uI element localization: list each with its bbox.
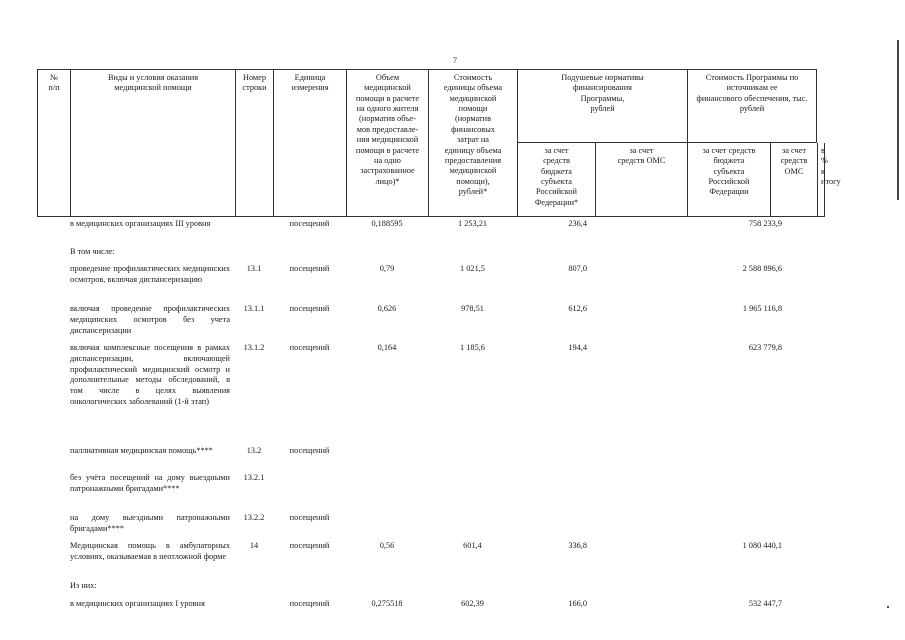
header-volume: Объем медицинской помощи в расчете на одного жителя (норматив объе- мов предоставле- ния медицинской помощи в расчете на одно застрахованное лицо)* — [346, 69, 428, 217]
row-unit: посещений — [289, 446, 330, 455]
row-unit-cost: 1 185,6 — [460, 343, 485, 352]
row-volume: 0,79 — [379, 264, 395, 273]
row-per-capita-oms: 807,0 — [568, 264, 587, 273]
row-cost-oms: 532 447,7 — [748, 599, 782, 608]
row-cost-oms: 2 588 896,6 — [742, 264, 782, 273]
row-volume: 0,164 — [377, 343, 397, 352]
row-volume: 0,188595 — [371, 219, 403, 228]
header-unit: Единица измерения — [273, 69, 346, 217]
row-per-capita-oms: 194,4 — [568, 343, 587, 352]
row-name: включая проведение профилактических медицинских осмотров без учета диспансеризации — [70, 304, 230, 335]
row-name: в медицинских организациях I уровня — [70, 599, 205, 608]
row-cost-oms: 758 233,9 — [748, 219, 782, 228]
row-unit: посещений — [289, 513, 330, 522]
row-unit-cost: 601,4 — [463, 541, 482, 550]
row-name: включая комплексные посещения в рамках диспансеризации, включающей профилактический медицинский осмотр и дополнительные методы обследований, в том числе в целях выявления онкологических заболеваний (1-й этап) — [70, 343, 230, 406]
header-cost-share: в % к итогу — [817, 143, 825, 217]
row-name: паллиативная медицинская помощь**** — [70, 446, 213, 455]
row-cost-oms: 1 080 440,1 — [742, 541, 782, 550]
table-header — [37, 69, 887, 217]
row-unit: посещений — [289, 219, 330, 228]
row-unit-cost: 1 021,5 — [460, 264, 485, 273]
row-unit: посещений — [289, 304, 330, 313]
row-unit: посещений — [289, 264, 330, 273]
row-per-capita-oms: 166,0 — [568, 599, 587, 608]
header-cost-budget: за счет средств бюджета субъекта Российской Федерации — [687, 143, 770, 217]
row-code: 14 — [249, 541, 259, 550]
row-name: проведение профилактических медицинских осмотров, включая диспансеризацию — [70, 264, 230, 284]
row-name: без учёта посещений на дому выездными патронажными бригадами**** — [70, 473, 230, 493]
header-line-code: Номер строки — [235, 69, 273, 217]
row-unit: посещений — [289, 599, 330, 608]
row-unit-cost: 1 253,21 — [457, 219, 488, 228]
row-unit-cost: 602,39 — [461, 599, 484, 608]
row-code: 13.1.1 — [243, 304, 265, 313]
row-volume: 0,275518 — [371, 599, 403, 608]
row-code: 13.2 — [246, 446, 262, 455]
row-volume: 0,626 — [377, 304, 397, 313]
scan-edge-line — [897, 40, 899, 200]
row-code: 13.2.1 — [243, 473, 265, 482]
row-name: Медицинская помощь в амбулаторных условиях, оказываемая в неотложной форме — [70, 541, 230, 561]
scan-dot — [887, 606, 889, 608]
header-unit-cost: Стоимость единицы объема медицинской помощи (норматив финансовых затрат на единицу объема предоставления медицинской помощи), рублей* — [428, 69, 517, 217]
row-cost-oms: 1 965 116,8 — [742, 304, 782, 313]
header-per-capita: Подушевые нормативы финансирования Программы, рублей — [517, 69, 687, 143]
row-code: 13.2.2 — [243, 513, 265, 522]
row-unit: посещений — [289, 541, 330, 550]
row-per-capita-oms: 612,6 — [568, 304, 587, 313]
header-number: № п/п — [37, 69, 70, 217]
row-unit: посещений — [289, 343, 330, 352]
row-code: 13.1 — [246, 264, 262, 273]
header-care-type: Виды и условия оказания медицинской помощи — [70, 69, 235, 217]
row-per-capita-oms: 236,4 — [568, 219, 587, 228]
row-name: на дому выездными патронажными бригадами**** — [70, 513, 230, 533]
row-name: Из них: — [70, 581, 97, 590]
row-cost-oms: 623 779,8 — [748, 343, 782, 352]
row-per-capita-oms: 336,8 — [568, 541, 587, 550]
row-name: в медицинских организациях III уровня — [70, 219, 211, 228]
header-program-cost: Стоимость Программы по источникам ее финансового обеспечения, тыс. рублей — [687, 69, 817, 143]
page-number: 7 — [453, 56, 457, 65]
header-cost-oms: за счет средств ОМС — [770, 143, 817, 217]
row-unit-cost: 978,51 — [461, 304, 484, 313]
header-per-capita-oms: за счет средств ОМС — [595, 143, 687, 217]
header-per-capita-budget: за счет средств бюджета субъекта Российской Федерации* — [517, 143, 595, 217]
row-code: 13.1.2 — [243, 343, 265, 352]
row-volume: 0,56 — [379, 541, 395, 550]
row-name: В том числе: — [70, 247, 115, 256]
